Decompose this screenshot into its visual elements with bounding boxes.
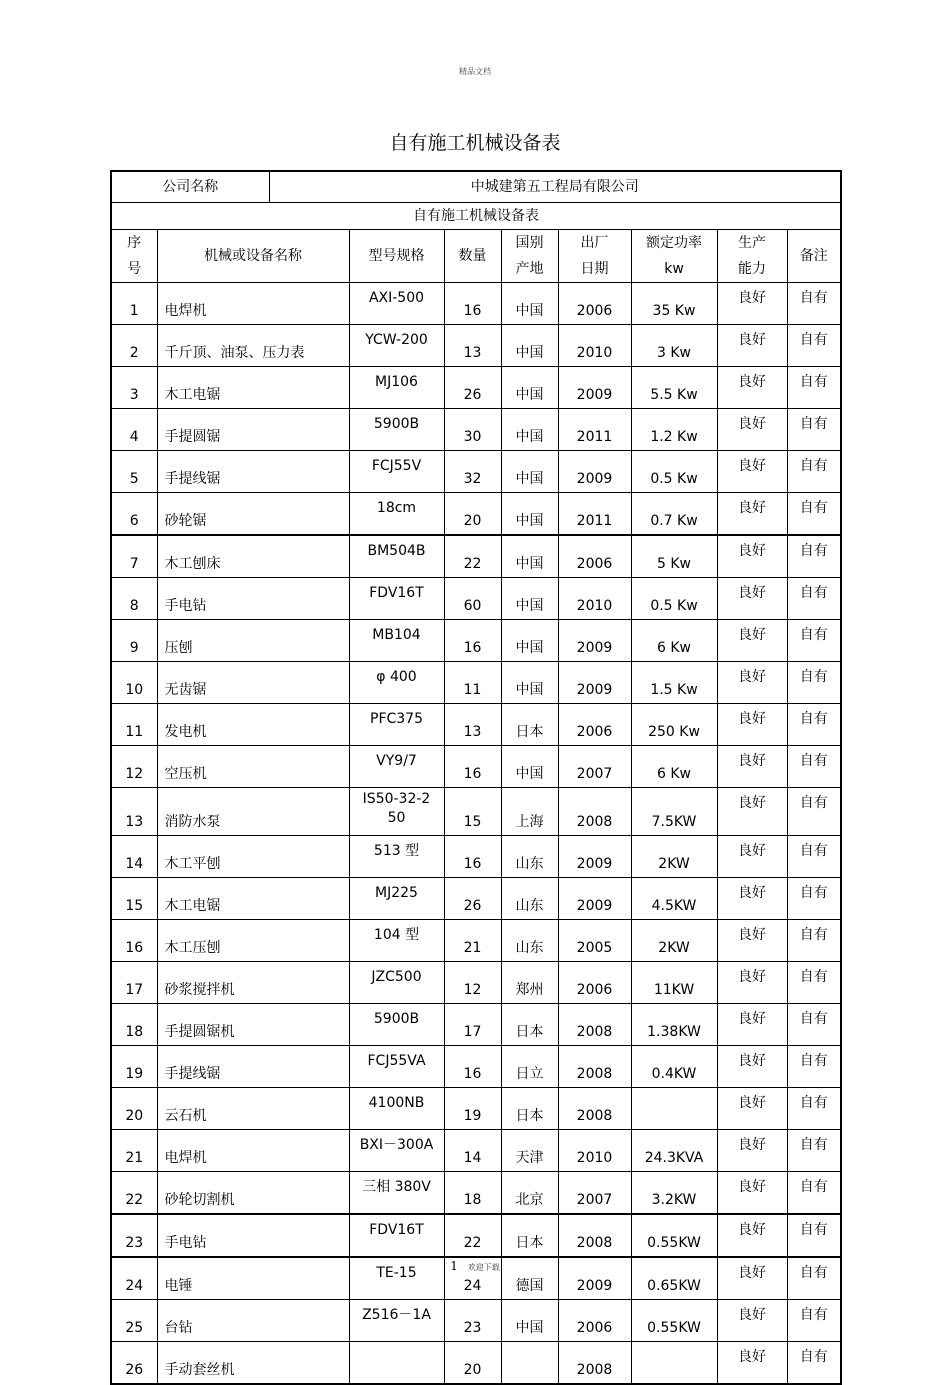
- manufacture-year: 2010: [558, 325, 631, 367]
- rated-power: 3.2KW: [631, 1172, 717, 1215]
- ownership-note: 自有: [787, 662, 841, 704]
- equipment-name: 手提线锯: [157, 1046, 349, 1088]
- capacity-status: 良好: [717, 409, 787, 451]
- model-spec: 5900B: [349, 1004, 444, 1046]
- table-row: [111, 1300, 841, 1342]
- table-row: [111, 746, 841, 788]
- rated-power: 250 Kw: [631, 704, 717, 746]
- quantity: 16: [444, 1046, 501, 1088]
- capacity-status: 良好: [717, 878, 787, 920]
- company-label: 公司名称: [111, 171, 269, 203]
- quantity: 16: [444, 836, 501, 878]
- ownership-note: 自有: [787, 578, 841, 620]
- origin: 日本: [501, 1088, 558, 1130]
- row-number: 1: [111, 283, 157, 325]
- capacity-status: 良好: [717, 535, 787, 578]
- ownership-note: 自有: [787, 1214, 841, 1257]
- table-row: [111, 1046, 841, 1088]
- quantity: 23: [444, 1300, 501, 1342]
- row-number: 16: [111, 920, 157, 962]
- quantity: 19: [444, 1088, 501, 1130]
- manufacture-year: 2005: [558, 920, 631, 962]
- row-number: 21: [111, 1130, 157, 1172]
- col-header-power: 额定功率 kw: [631, 230, 717, 283]
- origin: 日本: [501, 1214, 558, 1257]
- manufacture-year: 2006: [558, 962, 631, 1004]
- model-spec: VY9/7: [349, 746, 444, 788]
- table-row: [111, 1130, 841, 1172]
- table-row: [111, 578, 841, 620]
- rated-power: 0.7 Kw: [631, 493, 717, 536]
- table-row: [111, 620, 841, 662]
- rated-power: [631, 1342, 717, 1385]
- col-header-date: 出厂 日期: [558, 230, 631, 283]
- manufacture-year: 2008: [558, 1088, 631, 1130]
- manufacture-year: 2009: [558, 1257, 631, 1300]
- model-spec: 104 型: [349, 920, 444, 962]
- ownership-note: 自有: [787, 367, 841, 409]
- manufacture-year: 2009: [558, 620, 631, 662]
- row-number: 8: [111, 578, 157, 620]
- equipment-name: 手动套丝机: [157, 1342, 349, 1385]
- manufacture-year: 2008: [558, 1214, 631, 1257]
- header-note: 精品文档: [459, 67, 491, 76]
- ownership-note: 自有: [787, 878, 841, 920]
- equipment-name: 消防水泵: [157, 788, 349, 836]
- row-number: 5: [111, 451, 157, 493]
- capacity-status: 良好: [717, 746, 787, 788]
- quantity: 13: [444, 704, 501, 746]
- model-spec: 513 型: [349, 836, 444, 878]
- col-header-capacity: 生产 能力: [717, 230, 787, 283]
- ownership-note: 自有: [787, 451, 841, 493]
- origin: 中国: [501, 662, 558, 704]
- ownership-note: 自有: [787, 620, 841, 662]
- capacity-status: 良好: [717, 620, 787, 662]
- row-number: 7: [111, 535, 157, 578]
- table-row: [111, 662, 841, 704]
- model-spec: JZC500: [349, 962, 444, 1004]
- capacity-status: 良好: [717, 1088, 787, 1130]
- quantity: 30: [444, 409, 501, 451]
- capacity-status: 良好: [717, 493, 787, 536]
- quantity: 16: [444, 283, 501, 325]
- model-spec: FDV16T: [349, 578, 444, 620]
- capacity-status: 良好: [717, 283, 787, 325]
- rated-power: 2KW: [631, 836, 717, 878]
- model-spec: 18cm: [349, 493, 444, 536]
- page-footer: [0, 1259, 950, 1273]
- row-number: 13: [111, 788, 157, 836]
- equipment-name: 手电钻: [157, 1214, 349, 1257]
- equipment-name: 木工电锯: [157, 878, 349, 920]
- equipment-name: 云石机: [157, 1088, 349, 1130]
- manufacture-year: 2008: [558, 1342, 631, 1385]
- origin: 中国: [501, 620, 558, 662]
- col-header-name: 机械或设备名称: [157, 230, 349, 283]
- rated-power: 11KW: [631, 962, 717, 1004]
- row-number: 22: [111, 1172, 157, 1215]
- capacity-status: 良好: [717, 1300, 787, 1342]
- manufacture-year: 2009: [558, 451, 631, 493]
- ownership-note: 自有: [787, 1257, 841, 1300]
- origin: 日立: [501, 1046, 558, 1088]
- company-name: 中城建第五工程局有限公司: [269, 171, 841, 203]
- model-spec: MJ106: [349, 367, 444, 409]
- manufacture-year: 2007: [558, 1172, 631, 1215]
- row-number: 12: [111, 746, 157, 788]
- manufacture-year: 2006: [558, 704, 631, 746]
- row-number: 2: [111, 325, 157, 367]
- capacity-status: 良好: [717, 1172, 787, 1215]
- origin: 山东: [501, 920, 558, 962]
- capacity-status: 良好: [717, 451, 787, 493]
- col-header-note: 备注: [787, 230, 841, 283]
- manufacture-year: 2010: [558, 1130, 631, 1172]
- capacity-status: 良好: [717, 836, 787, 878]
- rated-power: 7.5KW: [631, 788, 717, 836]
- ownership-note: 自有: [787, 325, 841, 367]
- origin: 中国: [501, 451, 558, 493]
- rated-power: 2KW: [631, 920, 717, 962]
- manufacture-year: 2009: [558, 878, 631, 920]
- quantity: 26: [444, 367, 501, 409]
- rated-power: [631, 1088, 717, 1130]
- origin: 中国: [501, 578, 558, 620]
- manufacture-year: 2009: [558, 367, 631, 409]
- origin: 天津: [501, 1130, 558, 1172]
- row-number: 3: [111, 367, 157, 409]
- table-subtitle: 自有施工机械设备表: [111, 203, 841, 230]
- equipment-name: 发电机: [157, 704, 349, 746]
- model-spec: 三相 380V: [349, 1172, 444, 1215]
- col-header-seq: 序 号: [111, 230, 157, 283]
- rated-power: 0.5 Kw: [631, 451, 717, 493]
- table-row: [111, 535, 841, 578]
- page-number: 1: [450, 1259, 458, 1273]
- row-number: 17: [111, 962, 157, 1004]
- table-row: [111, 367, 841, 409]
- capacity-status: 良好: [717, 704, 787, 746]
- equipment-name: 木工压刨: [157, 920, 349, 962]
- equipment-name: 手提圆锯: [157, 409, 349, 451]
- table-row: [111, 493, 841, 536]
- quantity: 20: [444, 1342, 501, 1385]
- origin: 中国: [501, 325, 558, 367]
- table-row: [111, 451, 841, 493]
- quantity: 17: [444, 1004, 501, 1046]
- equipment-name: 木工刨床: [157, 535, 349, 578]
- manufacture-year: 2008: [558, 1046, 631, 1088]
- quantity: 26: [444, 878, 501, 920]
- origin: 山东: [501, 878, 558, 920]
- manufacture-year: 2011: [558, 493, 631, 536]
- origin: 日本: [501, 1004, 558, 1046]
- model-spec: YCW-200: [349, 325, 444, 367]
- table-row: [111, 1342, 841, 1385]
- capacity-status: 良好: [717, 662, 787, 704]
- ownership-note: 自有: [787, 746, 841, 788]
- origin: 中国: [501, 367, 558, 409]
- footer-text: 欢迎下载: [467, 1263, 500, 1272]
- ownership-note: 自有: [787, 1300, 841, 1342]
- table-row: [111, 836, 841, 878]
- table-row: [111, 1214, 841, 1257]
- equipment-name: 台钻: [157, 1300, 349, 1342]
- equipment-name: 木工电锯: [157, 367, 349, 409]
- row-number: 23: [111, 1214, 157, 1257]
- table-row: [111, 409, 841, 451]
- equipment-name: 手提线锯: [157, 451, 349, 493]
- model-spec: [349, 1342, 444, 1385]
- equipment-name: 电锤: [157, 1257, 349, 1300]
- quantity: 16: [444, 620, 501, 662]
- row-number: 6: [111, 493, 157, 536]
- capacity-status: 良好: [717, 1004, 787, 1046]
- rated-power: 0.55KW: [631, 1300, 717, 1342]
- model-spec: IS50-32-2 50: [349, 788, 444, 836]
- col-header-model: 型号规格: [349, 230, 444, 283]
- ownership-note: 自有: [787, 1130, 841, 1172]
- equipment-name: 电焊机: [157, 1130, 349, 1172]
- model-spec: Z516－1A: [349, 1300, 444, 1342]
- ownership-note: 自有: [787, 788, 841, 836]
- col-header-qty: 数量: [444, 230, 501, 283]
- manufacture-year: 2006: [558, 283, 631, 325]
- ownership-note: 自有: [787, 920, 841, 962]
- capacity-status: 良好: [717, 1342, 787, 1385]
- origin: 中国: [501, 746, 558, 788]
- quantity: 18: [444, 1172, 501, 1215]
- model-spec: φ 400: [349, 662, 444, 704]
- model-spec: BM504B: [349, 535, 444, 578]
- model-spec: MB104: [349, 620, 444, 662]
- table-row: [111, 962, 841, 1004]
- rated-power: 5.5 Kw: [631, 367, 717, 409]
- model-spec: MJ225: [349, 878, 444, 920]
- ownership-note: 自有: [787, 836, 841, 878]
- origin: 中国: [501, 1300, 558, 1342]
- quantity: 60: [444, 578, 501, 620]
- equipment-name: 空压机: [157, 746, 349, 788]
- equipment-name: 木工平刨: [157, 836, 349, 878]
- capacity-status: 良好: [717, 920, 787, 962]
- model-spec: FCJ55VA: [349, 1046, 444, 1088]
- model-spec: FDV16T: [349, 1214, 444, 1257]
- origin: 中国: [501, 409, 558, 451]
- equipment-name: 电焊机: [157, 283, 349, 325]
- table-row: [111, 1172, 841, 1215]
- quantity: 20: [444, 493, 501, 536]
- model-spec: 5900B: [349, 409, 444, 451]
- table-row: [111, 878, 841, 920]
- capacity-status: 良好: [717, 962, 787, 1004]
- equipment-name: 手提圆锯机: [157, 1004, 349, 1046]
- quantity: 32: [444, 451, 501, 493]
- quantity: 11: [444, 662, 501, 704]
- origin: 中国: [501, 493, 558, 536]
- origin: 德国: [501, 1257, 558, 1300]
- quantity: 13: [444, 325, 501, 367]
- column-header-row: [111, 230, 841, 283]
- table-row: [111, 283, 841, 325]
- rated-power: 24.3KVA: [631, 1130, 717, 1172]
- equipment-table: [110, 170, 842, 1385]
- capacity-status: 良好: [717, 578, 787, 620]
- quantity: 16: [444, 746, 501, 788]
- equipment-name: 砂轮锯: [157, 493, 349, 536]
- ownership-note: 自有: [787, 1046, 841, 1088]
- equipment-name: 无齿锯: [157, 662, 349, 704]
- equipment-name: 手电钻: [157, 578, 349, 620]
- quantity: 22: [444, 535, 501, 578]
- table-row: [111, 704, 841, 746]
- origin: 上海: [501, 788, 558, 836]
- table-row: [111, 920, 841, 962]
- ownership-note: 自有: [787, 704, 841, 746]
- model-spec: TE-15: [349, 1257, 444, 1300]
- table-subtitle-row: [111, 203, 841, 230]
- row-number: 9: [111, 620, 157, 662]
- document-title: 自有施工机械设备表: [389, 132, 561, 154]
- quantity: 22: [444, 1214, 501, 1257]
- manufacture-year: 2010: [558, 578, 631, 620]
- row-number: 15: [111, 878, 157, 920]
- ownership-note: 自有: [787, 1172, 841, 1215]
- manufacture-year: 2008: [558, 788, 631, 836]
- rated-power: 0.65KW: [631, 1257, 717, 1300]
- row-number: 19: [111, 1046, 157, 1088]
- manufacture-year: 2006: [558, 1300, 631, 1342]
- capacity-status: 良好: [717, 1130, 787, 1172]
- equipment-name: 千斤顶、油泵、压力表: [157, 325, 349, 367]
- rated-power: 0.4KW: [631, 1046, 717, 1088]
- rated-power: 1.38KW: [631, 1004, 717, 1046]
- origin: [501, 1342, 558, 1385]
- ownership-note: 自有: [787, 1342, 841, 1385]
- row-number: 18: [111, 1004, 157, 1046]
- ownership-note: 自有: [787, 1004, 841, 1046]
- manufacture-year: 2009: [558, 836, 631, 878]
- capacity-status: 良好: [717, 367, 787, 409]
- quantity: 21: [444, 920, 501, 962]
- row-number: 20: [111, 1088, 157, 1130]
- row-number: 24: [111, 1257, 157, 1300]
- capacity-status: 良好: [717, 788, 787, 836]
- origin: 日本: [501, 704, 558, 746]
- model-spec: 4100NB: [349, 1088, 444, 1130]
- row-number: 11: [111, 704, 157, 746]
- model-spec: FCJ55V: [349, 451, 444, 493]
- table-row: [111, 325, 841, 367]
- rated-power: 5 Kw: [631, 535, 717, 578]
- table-row: [111, 1004, 841, 1046]
- origin: 山东: [501, 836, 558, 878]
- manufacture-year: 2007: [558, 746, 631, 788]
- ownership-note: 自有: [787, 1088, 841, 1130]
- equipment-name: 砂轮切割机: [157, 1172, 349, 1215]
- ownership-note: 自有: [787, 283, 841, 325]
- manufacture-year: 2009: [558, 662, 631, 704]
- rated-power: 4.5KW: [631, 878, 717, 920]
- ownership-note: 自有: [787, 409, 841, 451]
- ownership-note: 自有: [787, 535, 841, 578]
- quantity: 24: [444, 1257, 501, 1300]
- company-row: [111, 171, 841, 203]
- equipment-name: 压刨: [157, 620, 349, 662]
- rated-power: 0.5 Kw: [631, 578, 717, 620]
- model-spec: AXI-500: [349, 283, 444, 325]
- row-number: 10: [111, 662, 157, 704]
- origin: 中国: [501, 535, 558, 578]
- rated-power: 35 Kw: [631, 283, 717, 325]
- capacity-status: 良好: [717, 1257, 787, 1300]
- col-header-origin: 国别 产地: [501, 230, 558, 283]
- quantity: 12: [444, 962, 501, 1004]
- table-row: [111, 1088, 841, 1130]
- rated-power: 1.2 Kw: [631, 409, 717, 451]
- rated-power: 6 Kw: [631, 620, 717, 662]
- manufacture-year: 2008: [558, 1004, 631, 1046]
- model-spec: BXI－300A: [349, 1130, 444, 1172]
- capacity-status: 良好: [717, 1046, 787, 1088]
- rated-power: 0.55KW: [631, 1214, 717, 1257]
- origin: 郑州: [501, 962, 558, 1004]
- origin: 中国: [501, 283, 558, 325]
- quantity: 15: [444, 788, 501, 836]
- rated-power: 1.5 Kw: [631, 662, 717, 704]
- equipment-name: 砂浆搅拌机: [157, 962, 349, 1004]
- model-spec: PFC375: [349, 704, 444, 746]
- ownership-note: 自有: [787, 962, 841, 1004]
- capacity-status: 良好: [717, 1214, 787, 1257]
- origin: 北京: [501, 1172, 558, 1215]
- rated-power: 3 Kw: [631, 325, 717, 367]
- manufacture-year: 2011: [558, 409, 631, 451]
- rated-power: 6 Kw: [631, 746, 717, 788]
- row-number: 4: [111, 409, 157, 451]
- row-number: 14: [111, 836, 157, 878]
- capacity-status: 良好: [717, 325, 787, 367]
- quantity: 14: [444, 1130, 501, 1172]
- manufacture-year: 2006: [558, 535, 631, 578]
- ownership-note: 自有: [787, 493, 841, 536]
- row-number: 26: [111, 1342, 157, 1385]
- row-number: 25: [111, 1300, 157, 1342]
- table-row: [111, 788, 841, 836]
